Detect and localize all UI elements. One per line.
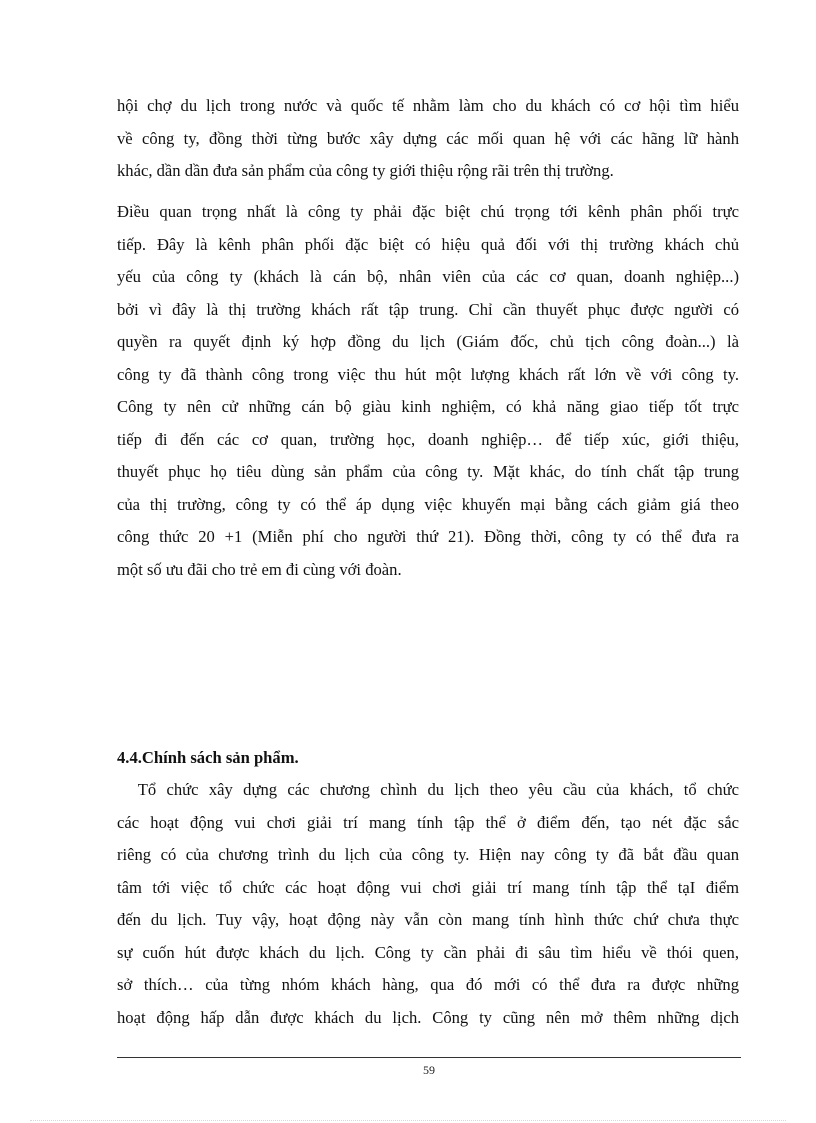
paragraph-line: sở thích… của từng nhóm khách hàng, qua đó mới có thể đưa ra được những <box>117 975 739 994</box>
paragraph-direct-distribution <box>117 196 739 586</box>
paragraph-line: Tổ chức xây dựng các chương chình du lịch theo yêu cầu của khách, tổ chức <box>117 780 740 799</box>
paragraph-line: tiếp đi đến các cơ quan, trường học, doanh nghiệp… để tiếp xúc, giới thiệu, <box>117 429 739 449</box>
paragraph-line: quyền ra quyết định ký hợp đồng du lịch (Giám đốc, chủ tịch công đoàn...) là <box>117 332 739 351</box>
paragraph-line: về công ty, đồng thời từng bước xây dựng các mối quan hệ với các hãng lữ hành <box>117 128 739 148</box>
paragraph-trade-fairs <box>117 90 739 188</box>
paragraph-product-policy <box>117 774 739 1034</box>
paragraph-line: Điều quan trọng nhất là công ty phải đặc biệt chú trọng tới kênh phân phối trực <box>117 202 739 221</box>
paragraph-line: hoạt động hấp dẫn được khách du lịch. Công ty cũng nên mở thêm những dịch <box>117 1007 739 1027</box>
paragraph-line: đến du lịch. Tuy vậy, hoạt động này vẫn còn mang tính hình thức chứ chưa thực <box>117 910 739 929</box>
paragraph-line: tiếp. Đây là kênh phân phối đặc biệt có hiệu quả đối với thị trường khách chủ <box>117 234 739 254</box>
paragraph-line: tâm tới việc tổ chức các hoạt động vui chơi giải trí mang tính tập thể tạI điểm <box>117 877 739 897</box>
paragraph-line: một số ưu đãi cho trẻ em đi cùng với đoàn. <box>117 559 402 579</box>
paragraph-line: riêng có của chương trình du lịch của công ty. Hiện nay công ty đã bắt đầu quan <box>117 845 739 864</box>
footer-divider <box>117 1057 741 1058</box>
page-number: 59 <box>423 1063 435 1077</box>
paragraph-line: yếu của công ty (khách là cán bộ, nhân viên của các cơ quan, doanh nghiệp...) <box>117 267 739 286</box>
paragraph-line: bởi vì đây là thị trường khách rất tập trung. Chỉ cần thuyết phục được người có <box>117 299 739 319</box>
paragraph-line: hội chợ du lịch trong nước và quốc tế nhằm làm cho du khách có cơ hội tìm hiểu <box>117 96 739 115</box>
paragraph-line: Công ty nên cử những cán bộ giàu kinh nghiệm, có khả năng giao tiếp tốt trực <box>117 397 739 416</box>
paragraph-line: các hoạt động vui chơi giải trí mang tính tập thể ở điểm đến, tạo nét đặc sắc <box>117 812 739 832</box>
paragraph-line: của thị trường, công ty có thể áp dụng việc khuyến mại bằng cách giảm giá theo <box>117 494 739 514</box>
section-heading: 4.4.Chính sách sản phẩm. <box>117 748 299 767</box>
paragraph-line: thuyết phục họ tiêu dùng sản phẩm của công ty. Mặt khác, do tính chất tập trung <box>117 462 739 481</box>
paragraph-line: công ty đã thành công trong việc thu hút một lượng khách rất lớn về với công ty. <box>117 364 739 384</box>
paragraph-line: khác, dần dần đưa sản phẩm của công ty giới thiệu rộng rãi trên thị trường. <box>117 161 614 180</box>
paragraph-line: sự cuốn hút được khách du lịch. Công ty cần phải đi sâu tìm hiểu về thói quen, <box>117 942 739 962</box>
paragraph-line: công thức 20 +1 (Miễn phí cho người thứ 21). Đồng thời, công ty có thể đưa ra <box>117 527 739 546</box>
page-bottom-border <box>30 1120 786 1121</box>
